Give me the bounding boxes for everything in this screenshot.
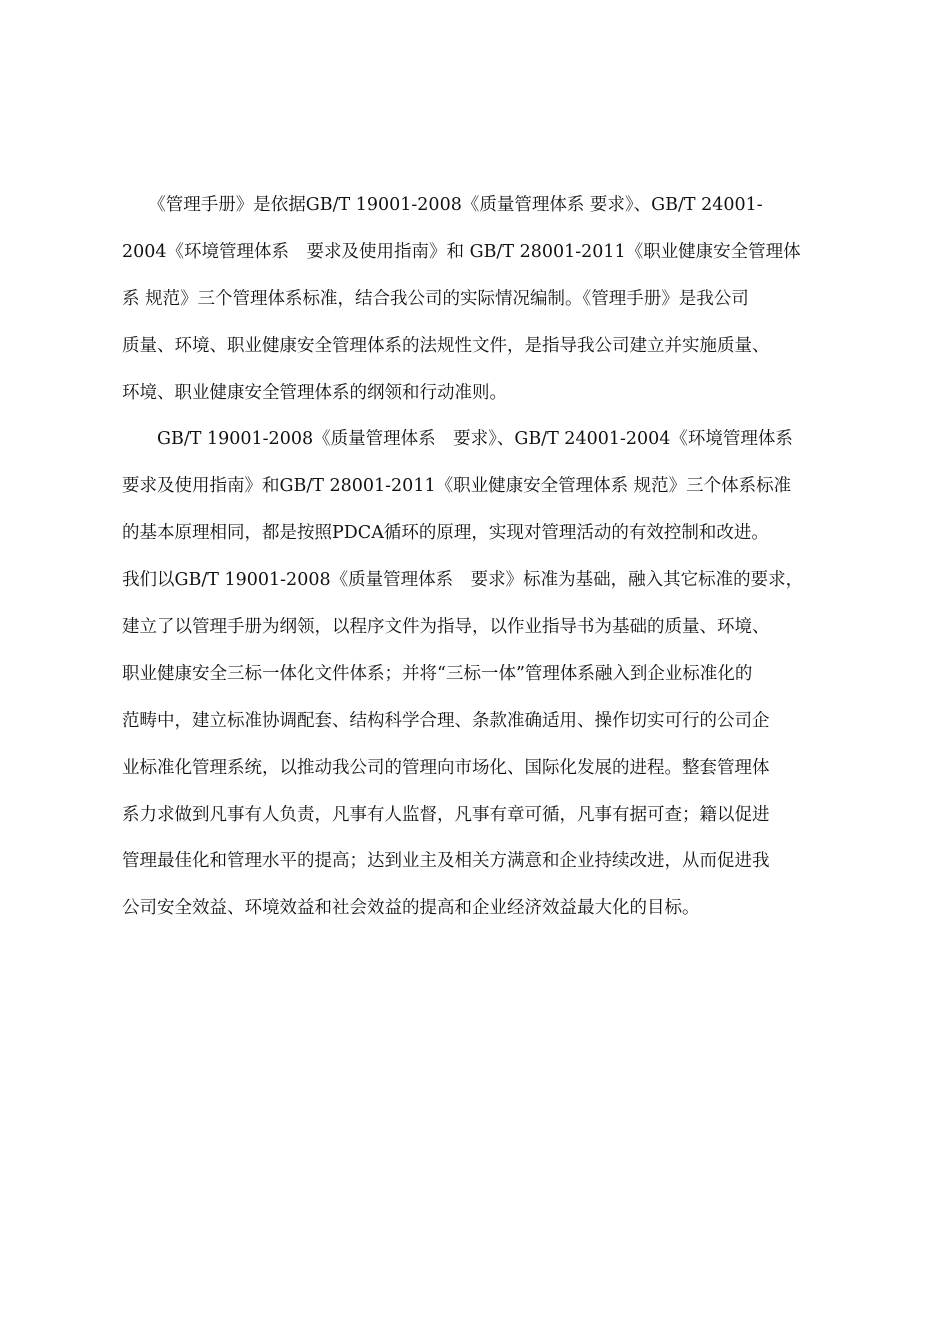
text-line bbox=[122, 463, 834, 510]
line-text: GB/T 19001-2008《质量管理体系 要求》、GB/T 24001-2004《环境管理体系 bbox=[122, 429, 793, 450]
line-text: 质量、环境、职业健康安全管理体系的法规性文件，是指导我公司建立并实施质量、 bbox=[122, 335, 770, 356]
text-line bbox=[122, 745, 834, 792]
line-text: 职业健康安全三标一体化文件体系；并将“三标一体”管理体系融入到企业标准化的 bbox=[122, 663, 753, 684]
paragraph-1 bbox=[122, 182, 834, 416]
line-text: 的基本原理相同，都是按照PDCA循环的原理，实现对管理活动的有效控制和改进。 bbox=[122, 523, 769, 544]
paragraph-2 bbox=[122, 416, 834, 932]
line-text: 范畴中，建立标准协调配套、结构科学合理、条款准确适用、操作切实可行的公司企 bbox=[122, 710, 770, 731]
text-line bbox=[122, 370, 834, 417]
line-text: 建立了以管理手册为纲领，以程序文件为指导，以作业指导书为基础的质量、环境、 bbox=[122, 617, 770, 638]
text-line bbox=[122, 323, 834, 370]
line-text: 公司安全效益、环境效益和社会效益的提高和企业经济效益最大化的目标。 bbox=[122, 898, 700, 919]
line-text: 业标准化管理系统，以推动我公司的管理向市场化、国际化发展的进程。整套管理体 bbox=[122, 757, 770, 778]
text-line bbox=[122, 276, 834, 323]
line-text: 管理最佳化和管理水平的提高；达到业主及相关方满意和企业持续改进，从而促进我 bbox=[122, 851, 770, 872]
text-line bbox=[122, 510, 834, 557]
line-text: 我们以GB/T 19001-2008《质量管理体系 要求》标准为基础，融入其它标准的要求， bbox=[122, 570, 804, 591]
document-body bbox=[122, 182, 834, 932]
text-line bbox=[122, 885, 834, 932]
text-line bbox=[122, 416, 834, 463]
text-line bbox=[122, 229, 834, 276]
text-line bbox=[122, 604, 834, 651]
line-text: 系力求做到凡事有人负责，凡事有人监督，凡事有章可循，凡事有据可查；籍以促进 bbox=[122, 804, 770, 825]
text-line bbox=[122, 792, 834, 839]
text-line bbox=[122, 182, 834, 229]
line-text: 2004《环境管理体系 要求及使用指南》和 GB/T 28001-2011《职业健康安全管理体 bbox=[122, 241, 801, 262]
text-line bbox=[122, 557, 834, 604]
text-line bbox=[122, 698, 834, 745]
text-line bbox=[122, 651, 834, 698]
line-text: 要求及使用指南》和GB/T 28001-2011《职业健康安全管理体系 规范》三个体系标准 bbox=[122, 476, 792, 497]
line-text: 环境、职业健康安全管理体系的纲领和行动准则。 bbox=[122, 382, 507, 403]
line-text: 系 规范》三个管理体系标准，结合我公司的实际情况编制。《管理手册》是我公司 bbox=[122, 288, 749, 309]
line-text: 《管理手册》是依据GB/T 19001-2008《质量管理体系 要求》、GB/T 24001- bbox=[122, 195, 763, 215]
text-line bbox=[122, 838, 834, 885]
